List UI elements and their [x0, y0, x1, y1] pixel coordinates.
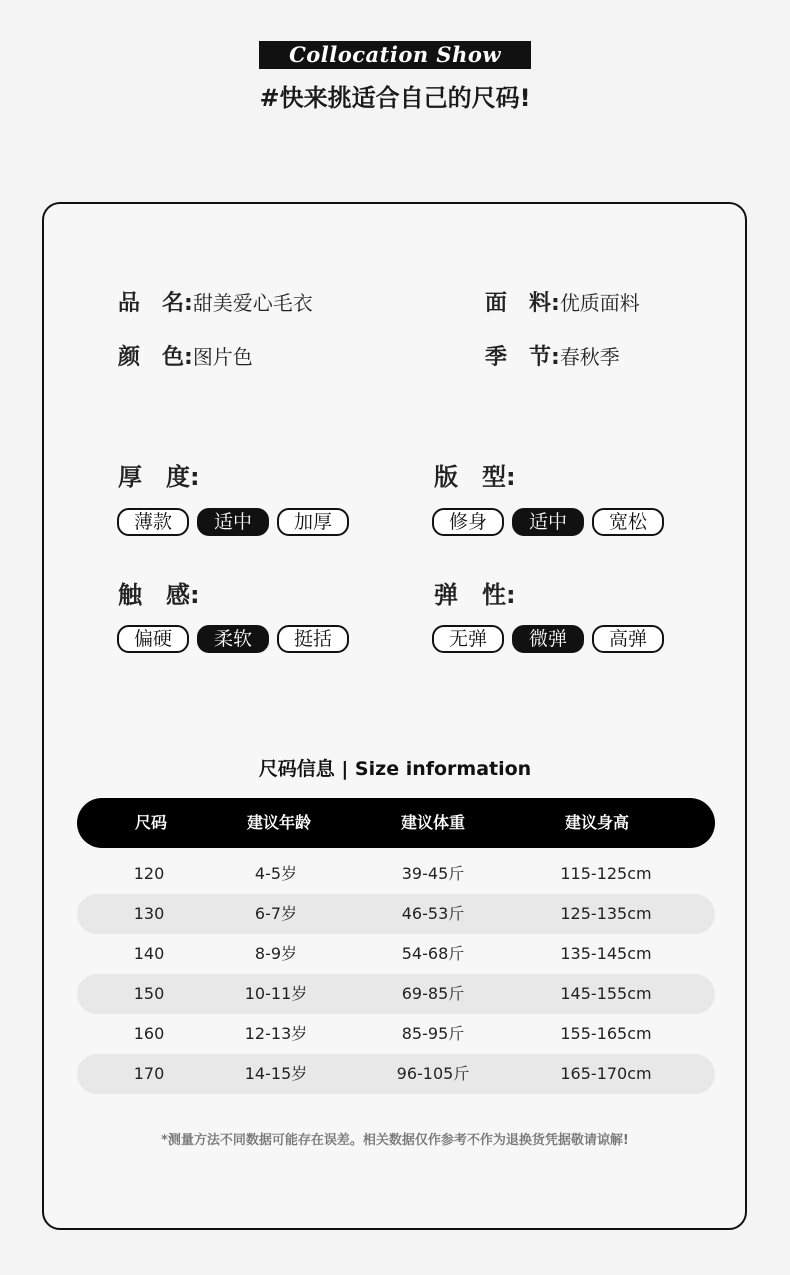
cell-height: 115-125cm — [560, 864, 652, 883]
attr-title-elasticity: 弹 性: — [434, 581, 516, 609]
info-color — [118, 342, 253, 373]
header-height: 建议身高 — [564, 813, 629, 832]
info-value: 春秋季 — [559, 345, 620, 369]
size-table-header — [77, 798, 715, 848]
page-subtitle: #快来挑适合自己的尺码! — [259, 84, 531, 112]
attr-option: 微弹 — [512, 625, 584, 653]
attr-options-touch — [117, 625, 349, 653]
cell-height: 145-155cm — [560, 984, 652, 1003]
cell-size: 120 — [133, 864, 165, 883]
attr-option: 适中 — [512, 508, 584, 536]
collocation-show-banner: Collocation Show — [259, 41, 531, 69]
cell-height: 165-170cm — [560, 1064, 652, 1083]
attr-option: 适中 — [197, 508, 269, 536]
cell-size: 130 — [133, 904, 165, 923]
cell-weight: 96-105斤 — [396, 1064, 470, 1083]
info-fabric — [485, 288, 640, 319]
attr-options-fit — [432, 508, 664, 536]
table-row — [77, 1014, 715, 1054]
attr-option: 偏硬 — [117, 625, 189, 653]
cell-size: 150 — [133, 984, 165, 1003]
attr-option: 加厚 — [277, 508, 349, 536]
cell-weight: 39-45斤 — [401, 864, 465, 883]
info-label: 颜 色: — [118, 345, 193, 370]
cell-weight: 85-95斤 — [401, 1024, 465, 1043]
info-label: 季 节: — [485, 345, 560, 370]
size-table-title: 尺码信息 | Size information — [258, 758, 532, 780]
cell-size: 140 — [133, 944, 165, 963]
info-value: 图片色 — [192, 345, 253, 369]
cell-height: 155-165cm — [560, 1024, 652, 1043]
info-season — [485, 342, 620, 373]
attr-title-fit: 版 型: — [434, 463, 516, 491]
cell-height: 125-135cm — [560, 904, 652, 923]
cell-age: 8-9岁 — [254, 944, 298, 963]
attr-title-touch: 触 感: — [118, 581, 200, 609]
header-age: 建议年龄 — [246, 813, 311, 832]
table-row — [77, 974, 715, 1014]
table-row — [77, 1054, 715, 1094]
attr-options-elasticity — [432, 625, 664, 653]
info-value: 甜美爱心毛衣 — [192, 291, 313, 315]
attr-option: 薄款 — [117, 508, 189, 536]
attr-option: 无弹 — [432, 625, 504, 653]
cell-age: 10-11岁 — [244, 984, 308, 1003]
attr-title-thickness: 厚 度: — [118, 463, 200, 491]
attr-option: 高弹 — [592, 625, 664, 653]
disclaimer-note: *测量方法不同数据可能存在误差。相关数据仅作参考不作为退换货凭据敬请谅解! — [161, 1133, 629, 1148]
cell-age: 4-5岁 — [254, 864, 298, 883]
attr-option: 修身 — [432, 508, 504, 536]
info-value: 优质面料 — [559, 291, 640, 315]
attr-options-thickness — [117, 508, 349, 536]
header-weight: 建议体重 — [400, 813, 465, 832]
attr-option: 宽松 — [592, 508, 664, 536]
cell-age: 12-13岁 — [244, 1024, 308, 1043]
cell-weight: 46-53斤 — [401, 904, 465, 923]
info-label: 品 名: — [118, 291, 193, 316]
cell-weight: 54-68斤 — [401, 944, 465, 963]
cell-age: 14-15岁 — [244, 1064, 308, 1083]
cell-age: 6-7岁 — [254, 904, 298, 923]
cell-height: 135-145cm — [560, 944, 652, 963]
table-row — [77, 894, 715, 934]
table-row — [77, 854, 715, 894]
cell-weight: 69-85斤 — [401, 984, 465, 1003]
cell-size: 170 — [133, 1064, 165, 1083]
header-size: 尺码 — [134, 813, 167, 832]
cell-size: 160 — [133, 1024, 165, 1043]
info-product-name — [118, 288, 313, 319]
info-label: 面 料: — [485, 291, 560, 316]
table-row — [77, 934, 715, 974]
attr-option: 柔软 — [197, 625, 269, 653]
attr-option: 挺括 — [277, 625, 349, 653]
